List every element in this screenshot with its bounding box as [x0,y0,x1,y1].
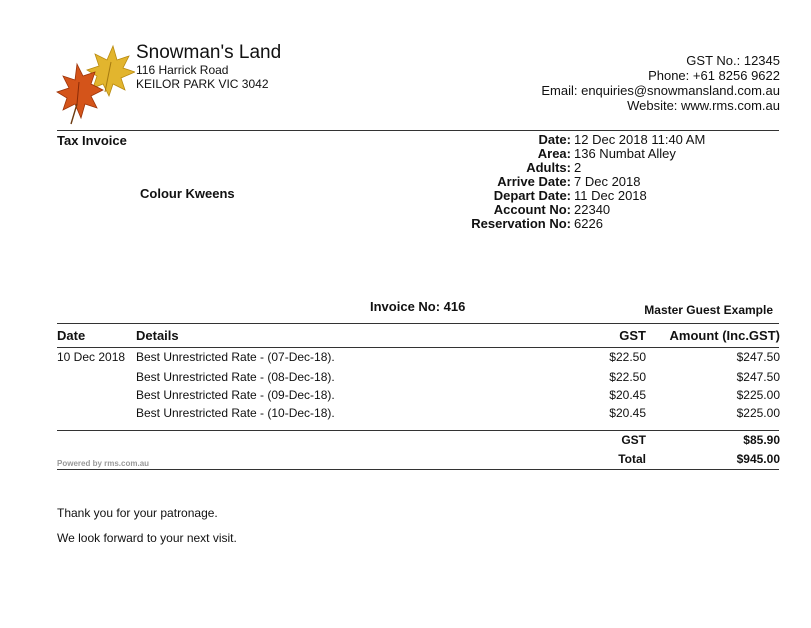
row-date: 10 Dec 2018 [57,350,126,364]
row-gst: $22.50 [609,350,646,364]
detail-label: Area: [537,146,571,161]
totals-total-value: $945.00 [736,452,780,466]
tax-invoice-title: Tax Invoice [57,133,127,148]
table-header-divider [57,347,779,348]
detail-value: 22340 [574,202,611,217]
column-header-details: Details [136,328,179,343]
detail-row-reservation-no [420,217,705,231]
table-top-divider [57,323,779,324]
detail-row-adults [420,161,705,175]
totals-gst-value: $85.90 [743,433,780,447]
detail-row-area [420,147,705,161]
business-name: Snowman's Land [136,42,282,63]
row-details: Best Unrestricted Rate - (07-Dec-18). [136,350,335,364]
detail-label: Adults: [526,160,571,175]
row-details: Best Unrestricted Rate - (08-Dec-18). [136,370,335,384]
thank-you-message: Thank you for your patronage. [57,506,218,520]
row-gst: $22.50 [609,370,646,384]
look-forward-message: We look forward to your next visit. [57,531,237,545]
invoice-number: Invoice No: 416 [370,299,466,314]
footer-divider [57,469,779,470]
detail-value: 11 Dec 2018 [574,188,647,203]
row-amount: $247.50 [736,370,780,384]
row-details: Best Unrestricted Rate - (09-Dec-18). [136,388,335,402]
column-header-amount: Amount (Inc.GST) [669,328,780,343]
totals-total-label: Total [618,452,646,466]
detail-label: Arrive Date: [497,174,571,189]
detail-value: 12 Dec 2018 11:40 AM [574,132,706,147]
detail-value: 6226 [574,216,603,231]
row-amount: $225.00 [736,388,780,402]
phone-number: Phone: +61 8256 9622 [648,68,780,83]
detail-label: Reservation No: [471,216,571,231]
row-gst: $20.45 [609,406,646,420]
row-amount: $247.50 [736,350,780,364]
detail-row-depart-date [420,189,705,203]
business-address [136,63,269,91]
master-guest: Master Guest Example [644,303,773,317]
autumn-leaves-logo [55,42,135,126]
gst-number: GST No.: 12345 [686,53,780,68]
guest-name: Colour Kweens [140,186,235,201]
detail-label: Date: [538,132,571,147]
header-divider [57,130,779,131]
detail-value: 136 Numbat Alley [574,146,676,161]
row-gst: $20.45 [609,388,646,402]
detail-value: 7 Dec 2018 [574,174,641,189]
row-details: Best Unrestricted Rate - (10-Dec-18). [136,406,335,420]
row-amount: $225.00 [736,406,780,420]
address-line-1: 116 Harrick Road [136,63,229,77]
detail-row-account-no [420,203,705,217]
email-address: Email: enquiries@snowmansland.com.au [541,83,780,98]
totals-gst-label: GST [621,433,646,447]
detail-value: 2 [574,160,582,175]
invoice-details [420,133,705,231]
contact-block [541,53,780,113]
detail-row-date [420,133,705,147]
column-header-date: Date [57,328,86,343]
website: Website: www.rms.com.au [627,98,780,113]
column-header-gst: GST [619,328,646,343]
table-bottom-divider [57,430,779,431]
detail-label: Account No: [493,202,571,217]
address-line-2: KEILOR PARK VIC 3042 [136,77,269,91]
powered-by: Powered by rms.com.au [57,459,150,468]
detail-row-arrive-date [420,175,705,189]
detail-label: Depart Date: [493,188,571,203]
